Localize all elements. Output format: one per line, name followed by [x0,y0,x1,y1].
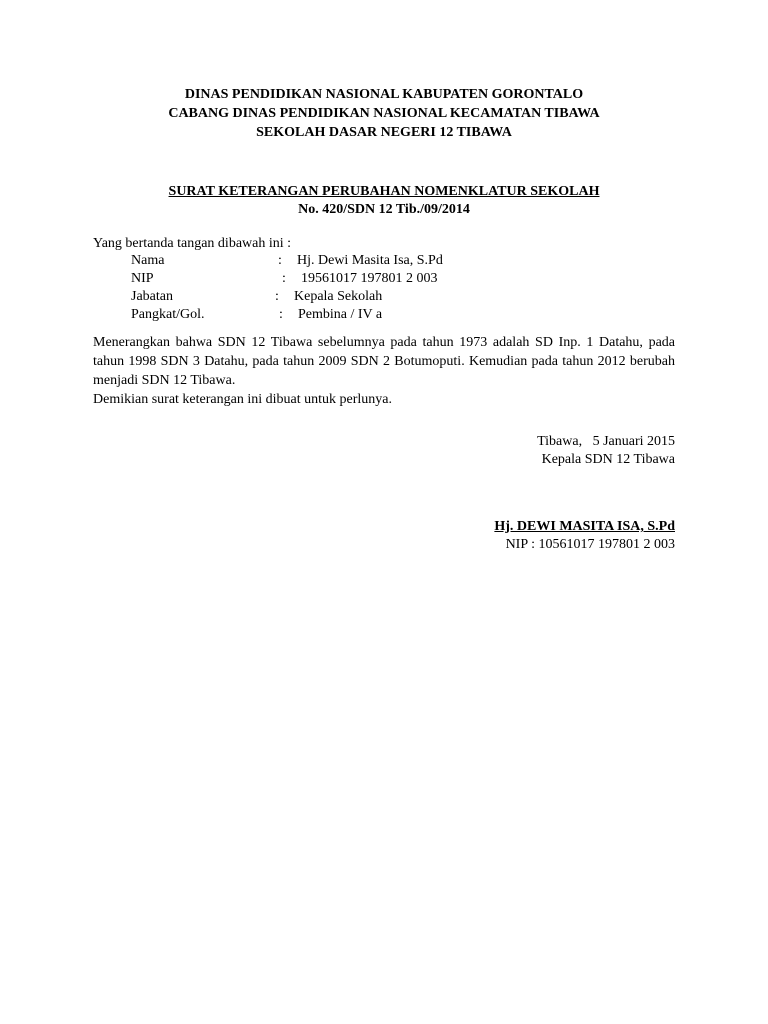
letter-body [93,333,675,409]
letter-title-block [0,183,768,219]
field-label: Nama [131,253,165,268]
field-value: 19561017 197801 2 003 [301,271,438,286]
field-value: Kepala Sekolah [294,289,383,304]
letterhead-branch: CABANG DINAS PENDIDIKAN NASIONAL KECAMATAN TIBAWA [168,106,600,121]
field-colon: : [279,307,283,322]
field-colon: : [282,271,286,286]
field-label: NIP [131,271,154,286]
letter-title: SURAT KETERANGAN PERUBAHAN NOMENKLATUR SEKOLAH [168,184,600,199]
letter-number: No. 420/SDN 12 Tib./09/2014 [298,202,470,217]
signer-nip: NIP : 10561017 197801 2 003 [505,537,675,552]
signer-block [400,518,675,554]
signer-name: Hj. DEWI MASITA ISA, S.Pd [494,519,675,534]
field-label: Pangkat/Gol. [131,307,205,322]
letterhead-agency: DINAS PENDIDIKAN NASIONAL KABUPATEN GORONTALO [184,87,584,102]
letterhead [0,85,768,142]
body-paragraph: Menerangkan bahwa SDN 12 Tibawa sebelumnya pada tahun 1973 adalah SD Inp. 1 Datahu, pada tahun 1998 SDN 3 Datahu, pada tahun 2009 SDN 2 Botumoputi. Kemudian pada tahun 2012 berubah menjadi SDN 12 Tibawa. [93,335,675,388]
field-value: Hj. Dewi Masita Isa, S.Pd [297,253,443,268]
field-colon: : [275,289,279,304]
signer-position: Kepala SDN 12 Tibawa [541,452,675,467]
intro-text: Yang bertanda tangan dibawah ini : [93,236,292,251]
field-label: Jabatan [131,289,173,304]
closing-paragraph: Demikian surat keterangan ini dibuat untuk perlunya. [93,392,392,407]
signature-place-date [400,433,675,469]
field-colon: : [278,253,282,268]
letterhead-school: SEKOLAH DASAR NEGERI 12 TIBAWA [256,125,512,140]
place-date: Tibawa, 5 Januari 2015 [537,434,675,449]
field-value: Pembina / IV a [298,307,383,322]
